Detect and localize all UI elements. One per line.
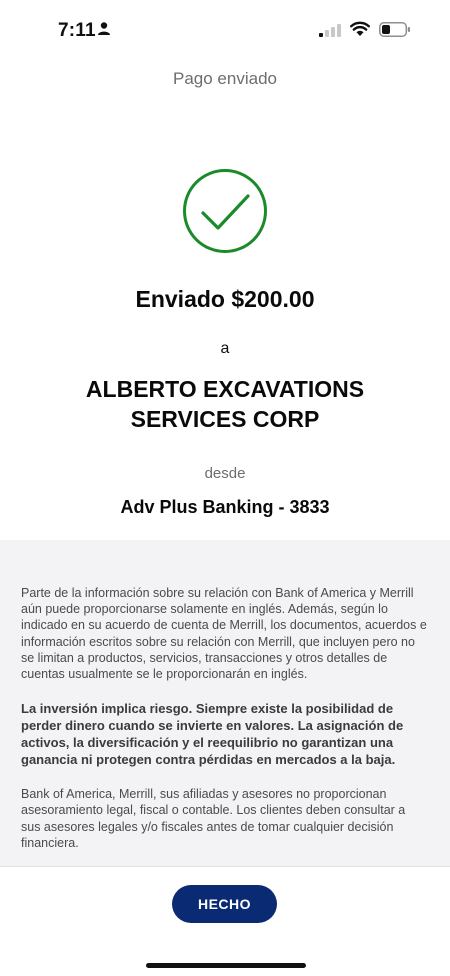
- done-button[interactable]: HECHO: [172, 885, 277, 923]
- to-label: a: [220, 340, 230, 357]
- person-icon: [98, 22, 110, 35]
- check-circle-icon: [182, 168, 268, 254]
- recipient-name: ALBERTO EXCAVATIONS SERVICES CORP: [85, 376, 365, 432]
- signal-icon: [319, 24, 341, 37]
- disclosure-investment-risk: La inversión implica riesgo. Siempre existe la posibilidad de perder dinero cuando se invierte en valores. La asignación de activos, la diversificación y el reequilibrio no garantizan una ganancia ni protegen contra pérdidas en mercados a la baja.: [21, 701, 404, 768]
- from-label: desde: [204, 465, 246, 482]
- home-indicator[interactable]: [146, 963, 306, 968]
- status-bar: [0, 0, 450, 58]
- bottom-bar: [0, 866, 450, 976]
- page-title: Pago enviado: [173, 69, 277, 88]
- disclosure-legal-advice: Bank of America, Merrill, sus afiliadas y asesores no proporcionan asesoramiento legal, fiscal o contable. Los clientes deben consultar a sus asesores legales y/o fiscales antes de tomar cualquier decisión financiera.: [21, 787, 406, 850]
- source-account: Adv Plus Banking - 3833: [120, 497, 330, 517]
- disclosure-language-notice: Parte de la información sobre su relación con Bank of America y Merrill aún puede proporcionarse solamente en inglés. Además, según lo indicado en su acuerdo de cuenta de Merrill, los documentos, acuerdos e información escritos sobre su relación con Merrill, que incluyen pero no se limitan a productos, servicios, transacciones y otros detalles de cuentas usualmente se le proporcionarán en inglés.: [21, 586, 427, 682]
- wifi-icon: [350, 21, 370, 36]
- sent-amount: Enviado $200.00: [135, 286, 315, 312]
- battery-icon: [379, 22, 411, 37]
- status-time: 7:11: [58, 20, 96, 41]
- disclosure-panel[interactable]: [0, 540, 450, 866]
